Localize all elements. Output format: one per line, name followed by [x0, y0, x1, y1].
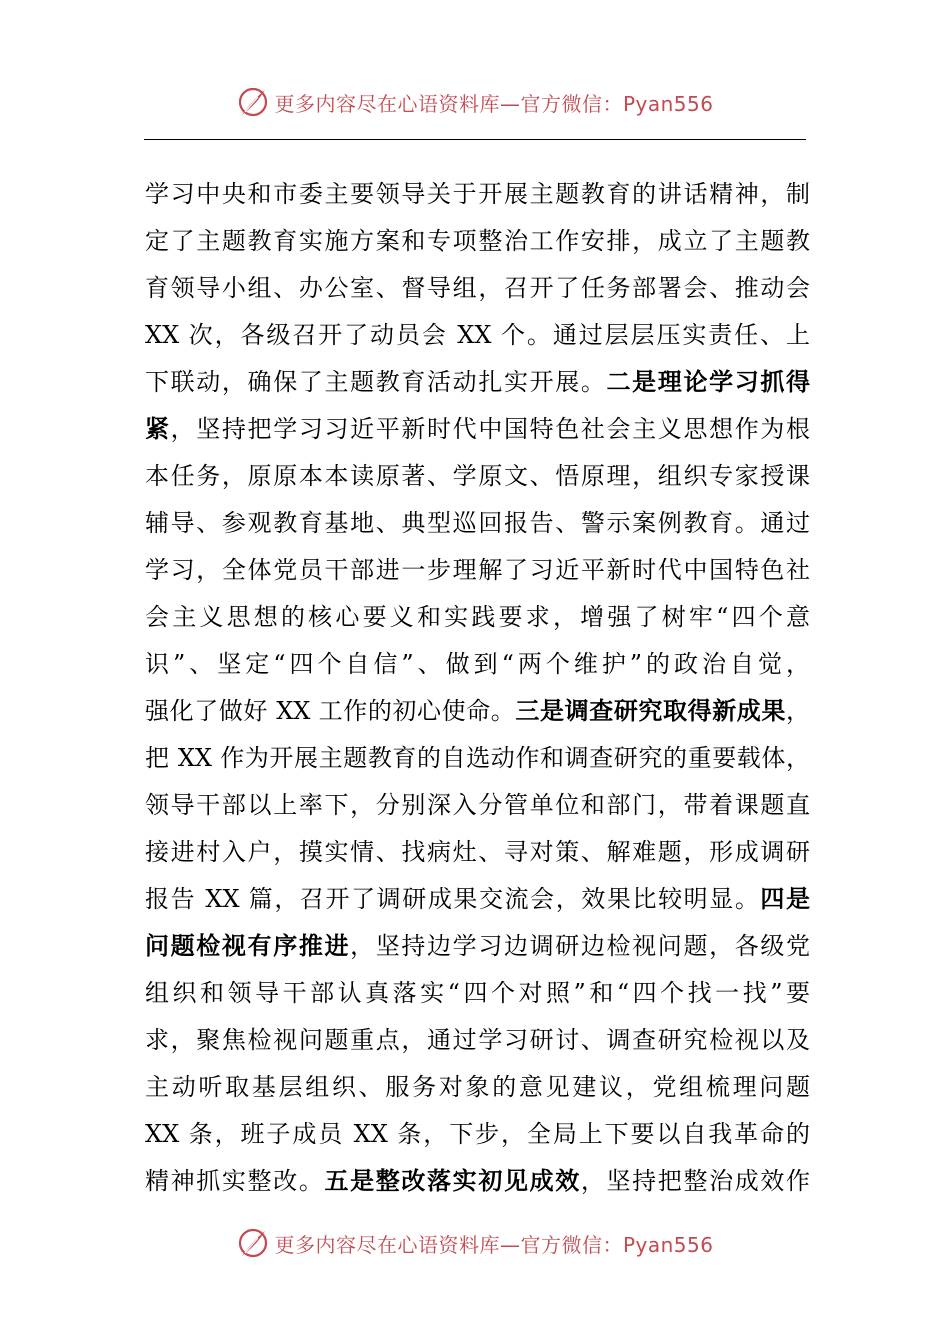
text-line: 报告 XX 篇，召开了调研成果交流会，效果比较明显。四是: [145, 884, 810, 913]
text-line: XX 次，各级召开了动员会 XX 个。通过层层压实责任、上: [145, 321, 810, 349]
quill-circle-logo-icon: [236, 85, 270, 119]
text-line: 组织和领导干部认真落实“四个对照”和“四个找一找”要: [145, 979, 810, 1007]
section-heading-4: 四是: [760, 884, 810, 913]
text-line: 接进村入户，摸实情、找病灶、寻对策、解难题，形成调研: [145, 838, 810, 866]
text-line: 把 XX 作为开展主题教育的自选动作和调查研究的重要载体，: [145, 744, 810, 772]
text-line: 学习中央和市委主要领导关于开展主题教育的讲话精神，制: [145, 180, 810, 208]
text-line: 强化了做好 XX 工作的初心使命。三是调查研究取得新成果，: [145, 696, 810, 725]
footer-banner-text: 更多内容尽在心语资料库—官方微信：Pyan556: [274, 1232, 714, 1257]
text-line: 紧，坚持把学习习近平新时代中国特色社会主义思想作为根: [145, 414, 810, 443]
text-line: 求，聚焦检视问题重点，通过学习研讨、调查研究检视以及: [145, 1026, 810, 1054]
text-line: 学习，全体党员干部进一步理解了习近平新时代中国特色社: [145, 556, 810, 584]
section-heading-2: 二是理论学习抓得: [606, 367, 810, 396]
text-line: 主动听取基层组织、服务对象的意见建议，党组梳理问题: [145, 1073, 810, 1101]
text-line: 会主义思想的核心要义和实践要求，增强了树牢“四个意: [145, 603, 810, 631]
text-line: 辅导、参观教育基地、典型巡回报告、警示案例教育。通过: [145, 509, 810, 537]
text-line: 定了主题教育实施方案和专项整治工作安排，成立了主题教: [145, 227, 810, 255]
section-heading-3: 三是调查研究取得新成果: [515, 696, 787, 725]
section-heading-5: 五是整改落实初见成效: [324, 1166, 581, 1195]
text-line: 问题检视有序推进，坚持边学习边调研边检视问题，各级党: [145, 931, 810, 960]
text-line: 领导干部以上率下，分别深入分管单位和部门，带着课题直: [145, 791, 810, 819]
text-line: 识”、坚定“四个自信”、做到“两个维护”的政治自觉，: [145, 650, 810, 678]
header-divider: [144, 139, 806, 140]
header-banner-text: 更多内容尽在心语资料库—官方微信：Pyan556: [274, 91, 714, 116]
text-line: 本任务，原原本本读原著、学原文、悟原理，组织专家授课: [145, 462, 810, 490]
footer-banner: [0, 1221, 950, 1265]
text-line: 下联动，确保了主题教育活动扎实开展。二是理论学习抓得: [145, 367, 810, 396]
document-body: [145, 170, 810, 1204]
text-line: 精神抓实整改。五是整改落实初见成效，坚持把整治成效作: [145, 1166, 810, 1195]
text-line: XX 条，班子成员 XX 条，下步，全局上下要以自我革命的: [145, 1120, 810, 1148]
header-banner: [0, 80, 950, 124]
quill-circle-logo-icon: [236, 1226, 270, 1260]
text-line: 育领导小组、办公室、督导组，召开了任务部署会、推动会: [145, 274, 810, 302]
